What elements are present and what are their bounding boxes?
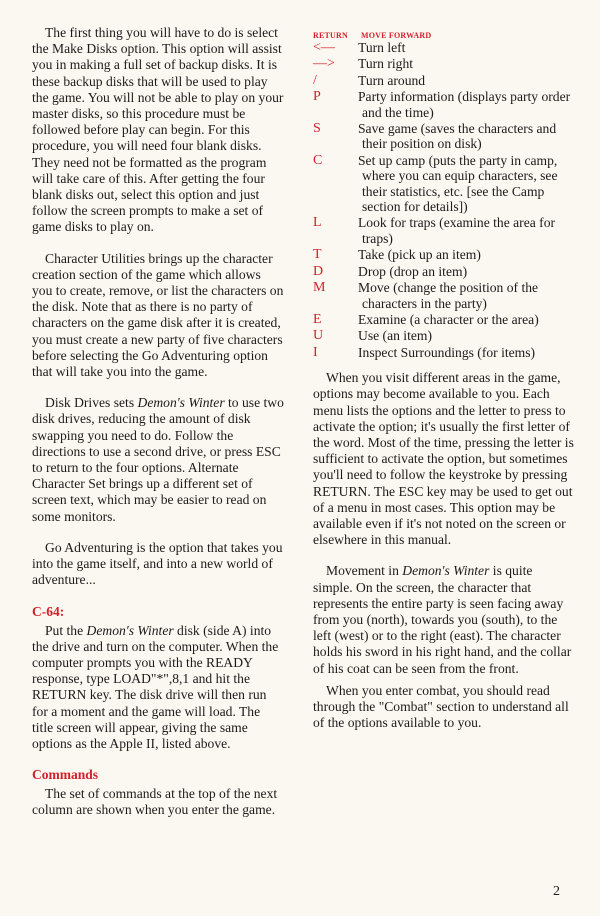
command-key: C	[313, 152, 323, 168]
command-row	[313, 89, 575, 120]
command-description: Turn right	[358, 56, 414, 72]
command-description: Move (change the position of the characters in the party)	[358, 280, 539, 311]
command-row	[313, 280, 575, 311]
command-description: Inspect Surroundings (for items)	[358, 344, 536, 360]
go-adventuring-paragraph: Go Adventuring is the option that takes you into the game itself, and into a new world of adventure...	[32, 539, 283, 588]
command-description: Drop (drop an item)	[358, 263, 468, 279]
command-key: S	[313, 121, 321, 137]
command-row	[313, 215, 575, 246]
left-column	[32, 25, 284, 834]
character-utilities-paragraph: Character Utilities brings up the character creation section of the game which allows you to create, remove, or list the characters on the disk. Note that as there is no party of characters on the game disk after it is created, you must create a new party of five characters before selecting the Go Adventuring option that will take you into the game.	[32, 250, 284, 380]
game-title: Demon's Winter	[137, 395, 225, 411]
command-row	[313, 345, 575, 360]
make-disks-paragraph: The first thing you will have to do is select the Make Disks option. This option will assist you in making a full set of backup disks. It is these backup disks that will be used to play the game. You will not be able to play on your master disks, so this procedure must be followed before play can begin. For this procedure, you will need four blank disks. They need not be formatted as the program will take care of this. After getting the four blank disks out, select this option and just follow the screen prompts to make a set of game disks to play on.	[32, 25, 284, 235]
command-key: T	[313, 247, 322, 263]
command-row	[313, 121, 575, 152]
text-run: Put the	[45, 622, 87, 638]
menu-options-paragraph: When you visit different areas in the game, options may become available to you. Each menu lists the options and the letter to press to activate the option; it's usually the first letter of the word. Most of the time, pressing the letter is sufficient to activate the option, but sometimes you'll need to follow the keystroke by pressing RETURN. The ESC key may be used to get out of a menu in most cases. This option may be available even if it's not noted on the screen or elsewhere in this manual.	[313, 370, 574, 548]
command-key: D	[313, 263, 324, 279]
command-list	[313, 40, 575, 360]
text-run: Disk Drives sets	[45, 395, 138, 411]
c64-paragraph	[32, 623, 284, 753]
command-description: Examine (a character or the area)	[358, 311, 539, 327]
command-row	[313, 264, 575, 279]
right-column	[313, 25, 575, 746]
text-run: to use two disk drives, reducing the amount of disk swapping you need to do. Follow the directions to use a second drive, or press ESC to return to the four options. Alternate Character Set brings up a different set of screen text, which may be easier to read on some monitors.	[32, 395, 284, 524]
command-description: Use (an item)	[358, 328, 432, 344]
command-row	[313, 328, 575, 343]
combat-paragraph: When you enter combat, you should read through the "Combat" section to understand all of the options available to you.	[313, 682, 569, 731]
command-row	[313, 56, 575, 71]
move-forward-header: MOVE FORWARD	[361, 31, 432, 40]
command-row	[313, 312, 575, 327]
command-key: E	[313, 311, 322, 327]
command-row	[313, 73, 575, 88]
command-key: U	[313, 328, 324, 344]
command-table-header	[313, 25, 575, 39]
movement-paragraph	[313, 563, 575, 676]
command-key: /	[313, 72, 317, 88]
commands-intro-paragraph: The set of commands at the top of the next column are shown when you enter the game.	[32, 786, 278, 818]
command-key: L	[313, 215, 322, 231]
command-row	[313, 40, 575, 55]
text-run: Movement in	[326, 563, 403, 579]
command-description: Party information (displays party order and the time)	[358, 89, 571, 120]
commands-heading: Commands	[32, 767, 99, 783]
command-description: Look for traps (examine the area for traps)	[358, 215, 556, 246]
command-row	[313, 247, 575, 262]
command-description: Turn around	[358, 72, 426, 88]
disk-drives-paragraph	[32, 395, 284, 525]
game-title: Demon's Winter	[402, 563, 490, 579]
text-run: is quite simple. On the screen, the character that represents the entire party is seen facing away from you (north), towards you (south), to the left (west) or to the right (east). The character holds his sword in his right hand, and the collar of his coat can be seen from the front.	[313, 563, 572, 676]
return-key-header: RETURN	[313, 31, 348, 40]
command-description: Take (pick up an item)	[358, 247, 481, 263]
text-run: disk (side A) into the drive and turn on the computer. When the computer prompts you with the READY response, type LOAD"*",8,1 and hit the RETURN key. The disk drive will then run for a moment and the game will load. The title screen will appear, giving the same options as the Apple II, listed above.	[32, 622, 279, 751]
command-key: —>	[313, 56, 335, 72]
command-description: Save game (saves the characters and their position on disk)	[358, 121, 557, 152]
command-key: M	[313, 280, 326, 296]
command-row	[313, 153, 575, 215]
c64-heading: C-64:	[32, 603, 65, 619]
command-description: Set up camp (puts the party in camp, where you can equip characters, see their statistics, etc. [see the Camp section for details])	[358, 152, 558, 215]
page-number: 2	[553, 884, 560, 899]
command-description: Turn left	[358, 40, 406, 55]
command-key: P	[313, 89, 321, 105]
command-key: <—	[313, 40, 335, 55]
game-title: Demon's Winter	[86, 622, 174, 638]
command-key: I	[313, 344, 318, 360]
